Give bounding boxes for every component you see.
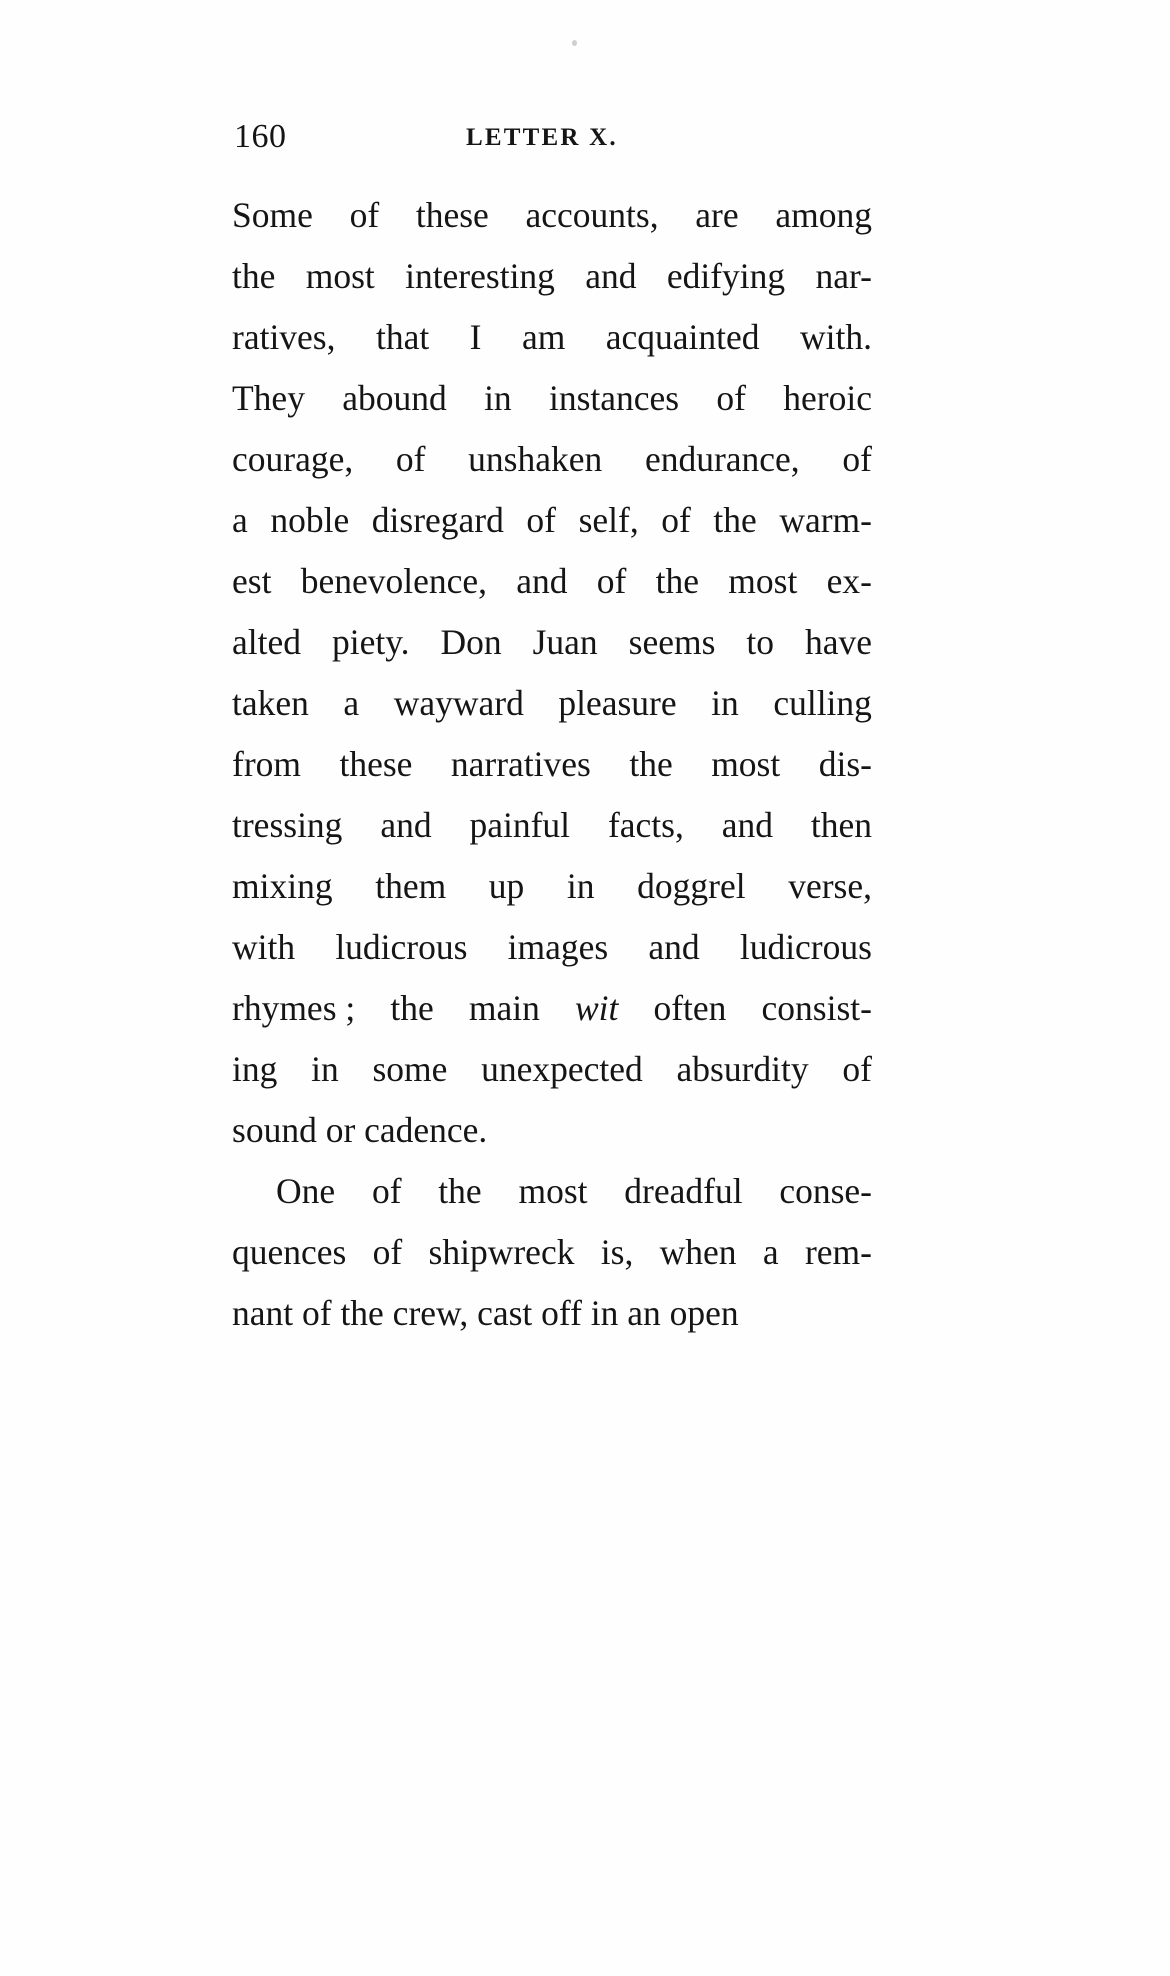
word: courage, — [232, 439, 354, 479]
word: when — [659, 1232, 737, 1272]
word: most — [305, 256, 375, 296]
word: of — [371, 1171, 402, 1211]
text-line — [232, 978, 872, 1039]
text-line — [232, 368, 872, 429]
word: a — [343, 683, 360, 723]
word: of — [842, 1049, 872, 1089]
word: ing — [232, 1049, 278, 1089]
word: abound — [342, 378, 447, 418]
word: piety. — [331, 622, 410, 662]
word: of — [372, 1232, 403, 1272]
word: and — [585, 256, 637, 296]
word: of — [596, 561, 627, 601]
text-line — [232, 795, 872, 856]
page-speck — [572, 40, 577, 46]
text-line — [232, 856, 872, 917]
word: in — [711, 683, 739, 723]
word: up — [488, 866, 525, 906]
word: a — [232, 500, 248, 540]
word: these — [415, 195, 489, 235]
word: of — [661, 500, 691, 540]
word: pleasure — [558, 683, 677, 723]
word: Juan — [532, 622, 598, 662]
word: unshaken — [468, 439, 603, 479]
word: main — [468, 988, 540, 1028]
word: is, — [600, 1232, 634, 1272]
page-number: 160 — [234, 118, 287, 155]
text-line: sound or cadence. — [232, 1110, 488, 1150]
word: have — [804, 622, 872, 662]
body-text — [232, 185, 872, 1344]
word: edifying — [666, 256, 786, 296]
word: then — [810, 805, 872, 845]
word: from — [232, 744, 302, 784]
text-line — [232, 429, 872, 490]
word: wit — [574, 988, 619, 1028]
text-line: nant of the crew, cast off in an open — [232, 1293, 739, 1333]
word: the — [655, 561, 699, 601]
word: Some — [232, 195, 313, 235]
word: and — [721, 805, 773, 845]
word: often — [653, 988, 727, 1028]
word: noble — [270, 500, 350, 540]
word: the — [232, 256, 276, 296]
word: the — [390, 988, 434, 1028]
word: in — [566, 866, 595, 906]
word: instances — [548, 378, 680, 418]
text-line — [232, 1222, 872, 1283]
word: rem- — [804, 1232, 872, 1272]
word: dreadful — [624, 1171, 743, 1211]
word: most — [728, 561, 798, 601]
word: verse, — [788, 866, 872, 906]
text-line — [232, 185, 872, 246]
word: of — [395, 439, 426, 479]
word: most — [518, 1171, 588, 1211]
text-line — [232, 917, 872, 978]
word: ratives, — [232, 317, 336, 357]
word: tressing — [232, 805, 343, 845]
word: warm- — [779, 500, 872, 540]
word: of — [716, 378, 746, 418]
word: and — [648, 927, 700, 967]
text-line — [232, 551, 872, 612]
word: absurdity — [676, 1049, 809, 1089]
page-header — [234, 118, 874, 162]
word: interesting — [405, 256, 555, 296]
word: consist- — [761, 988, 872, 1028]
word: mixing — [232, 866, 333, 906]
word: among — [775, 195, 872, 235]
word: est — [232, 561, 272, 601]
word: taken — [232, 683, 309, 723]
word: culling — [773, 683, 872, 723]
word: these — [339, 744, 413, 784]
word: narratives — [450, 744, 591, 784]
word: some — [372, 1049, 448, 1089]
word: wayward — [393, 683, 524, 723]
word: the — [438, 1171, 482, 1211]
text-line — [232, 1161, 872, 1222]
word: conse- — [779, 1171, 872, 1211]
word: in — [484, 378, 512, 418]
word: are — [695, 195, 739, 235]
word: the — [629, 744, 673, 784]
word: with — [232, 927, 296, 967]
word: I — [469, 317, 482, 357]
word: alted — [232, 622, 301, 662]
word: and — [516, 561, 568, 601]
word: One — [276, 1171, 336, 1211]
word: acquainted — [605, 317, 760, 357]
text-line — [232, 734, 872, 795]
paragraph-1 — [232, 185, 872, 1161]
word: rhymes ; — [232, 988, 356, 1028]
word: Don — [440, 622, 502, 662]
word: in — [311, 1049, 339, 1089]
text-line — [232, 490, 872, 551]
word: images — [507, 927, 609, 967]
word: ex- — [826, 561, 872, 601]
word: facts, — [607, 805, 684, 845]
word: seems — [628, 622, 716, 662]
word: endurance, — [644, 439, 800, 479]
text-line — [232, 307, 872, 368]
word: nar- — [815, 256, 872, 296]
word: heroic — [783, 378, 872, 418]
running-head: LETTER X. — [466, 124, 618, 151]
word: to — [746, 622, 775, 662]
word: They — [232, 378, 305, 418]
word: unexpected — [481, 1049, 643, 1089]
word: accounts, — [525, 195, 659, 235]
word: painful — [469, 805, 571, 845]
text-line — [232, 612, 872, 673]
word: them — [375, 866, 447, 906]
paragraph-2 — [232, 1161, 872, 1344]
word: of — [349, 195, 380, 235]
word: and — [380, 805, 432, 845]
word: self, — [578, 500, 639, 540]
word: most — [711, 744, 781, 784]
word: a — [762, 1232, 779, 1272]
word: of — [842, 439, 872, 479]
word: that — [375, 317, 430, 357]
word: of — [526, 500, 556, 540]
text-line — [232, 673, 872, 734]
word: ludicrous — [739, 927, 872, 967]
word: quences — [232, 1232, 347, 1272]
word: ludicrous — [335, 927, 468, 967]
word: doggrel — [637, 866, 746, 906]
word: dis- — [818, 744, 872, 784]
word: benevolence, — [300, 561, 487, 601]
word: with. — [799, 317, 872, 357]
word: disregard — [371, 500, 504, 540]
text-line — [232, 1039, 872, 1100]
word: am — [521, 317, 566, 357]
word: the — [713, 500, 757, 540]
word: shipwreck — [428, 1232, 575, 1272]
text-line — [232, 246, 872, 307]
